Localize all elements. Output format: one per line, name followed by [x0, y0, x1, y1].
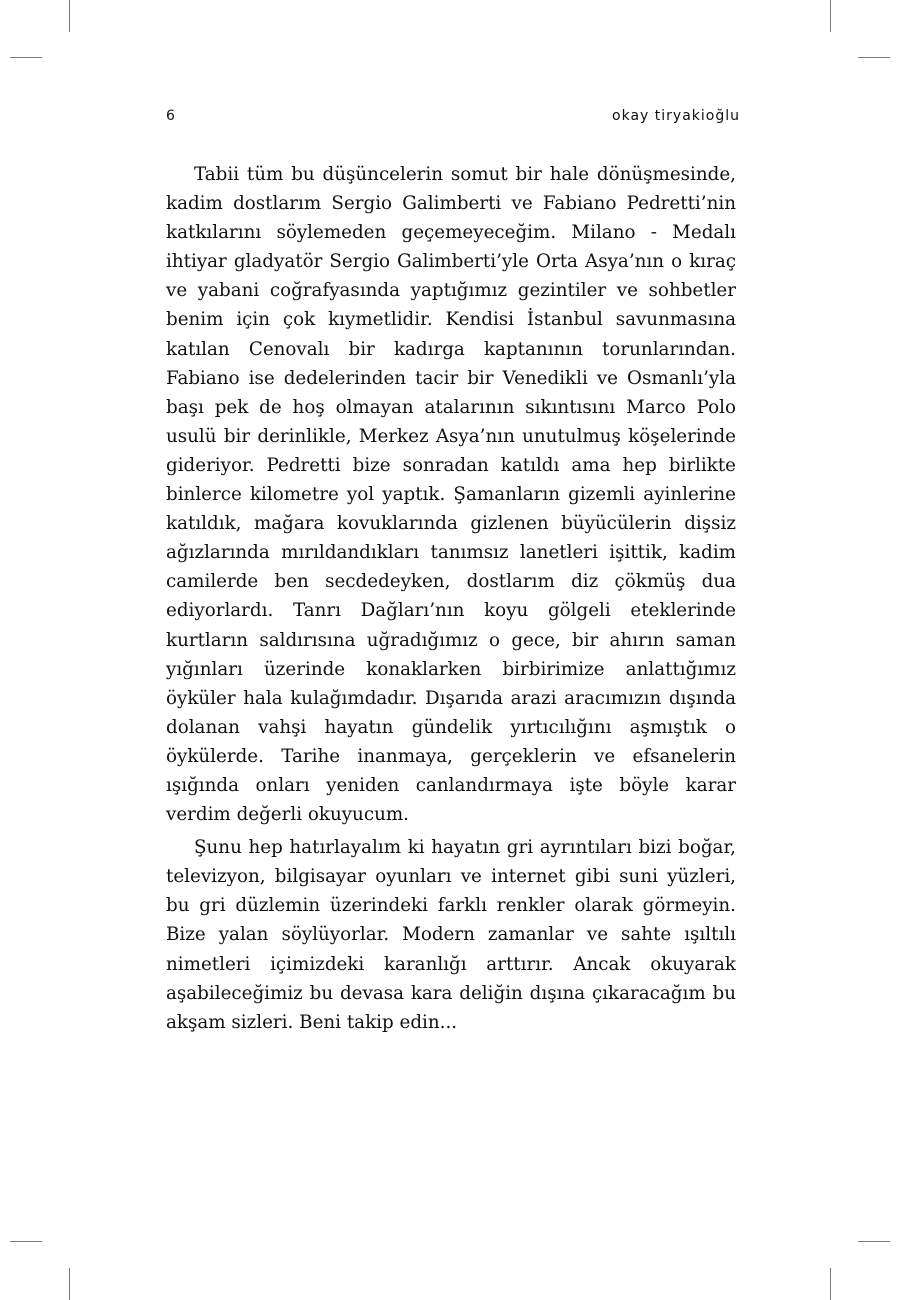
paragraph-1: Tabii tüm bu düşüncelerin somut bir hale dönüşmesinde, kadim dostlarım Sergio Galimberti ve Fabiano Pedretti’nin katkılarını söylemeden geçemeyeceğim. Milano - Medalı ihtiyar gladyatör Sergio Galimberti’yle Orta Asya’nın o kıraç ve yabani coğrafyasında yaptığımız gezintiler ve sohbetler benim için çok kıymetlidir. Kendisi İstanbul savunmasına katılan Cenovalı bir kadırga kaptanının torunlarından. Fabiano ise dedelerinden tacir bir Venedikli ve Osmanlı’yla başı pek de hoş olmayan atalarının sıkıntısını Marco Polo usulü bir derinlikle, Merkez Asya’nın unutulmuş köşelerinde gideriyor. Pedretti bize sonradan katıldı ama hep birlikte binlerce kilometre yol yaptık. Şamanların gizemli ayinlerine katıldık, mağara kovuklarında gizlenen büyücülerin dişsiz ağızlarında mırıldandıkları tanımsız lanetleri işittik, kadim camilerde ben secdedeyken, dostlarım diz çökmüş dua ediyorlardı. Tanrı Dağları’nın koyu gölgeli eteklerinde kurtların saldırısına uğradığımız o gece, bir ahırın saman yığınları üzerinde konaklarken birbirimize anlattığımız öyküler hala kulağımdadır. Dışarıda arazi aracımızın dışında dolanan vahşi hayatın gündelik yırtıcılığını aşmıştık o öykülerde. Tarihe inanmaya, gerçeklerin ve efsanelerin ışığında onları yeniden canlandırmaya işte böyle karar verdim değerli okuyucum. — [166, 164, 736, 826]
paragraph-2: Şunu hep hatırlayalım ki hayatın gri ayrıntıları bizi boğar, televizyon, bilgisayar oyunları ve internet gibi suni yüzleri, bu gri düzlemin üzerindeki farklı renkler olarak görmeyin. Bize yalan söylüyorlar. Modern zamanlar ve sahte ışıltılı nimetleri içimizdeki karanlığı arttırır. Ancak okuyarak aşabileceğimiz bu devasa kara deliğin dışına çıkaracağım bu akşam sizleri. Beni takip edin... — [166, 837, 736, 1033]
crop-mark-left-bottom — [10, 1241, 42, 1242]
crop-mark-right-top — [858, 57, 890, 58]
page-number: 6 — [166, 108, 176, 124]
crop-mark-bottom-left — [69, 1268, 70, 1300]
crop-mark-bottom-right — [830, 1268, 831, 1300]
body-text — [166, 160, 736, 1041]
author-name: okay tiryakioğlu — [612, 108, 740, 124]
crop-mark-left-top — [10, 57, 42, 58]
running-head — [166, 108, 740, 132]
crop-mark-right-bottom — [858, 1241, 890, 1242]
crop-mark-top-right — [830, 0, 831, 32]
crop-mark-top-left — [69, 0, 70, 32]
